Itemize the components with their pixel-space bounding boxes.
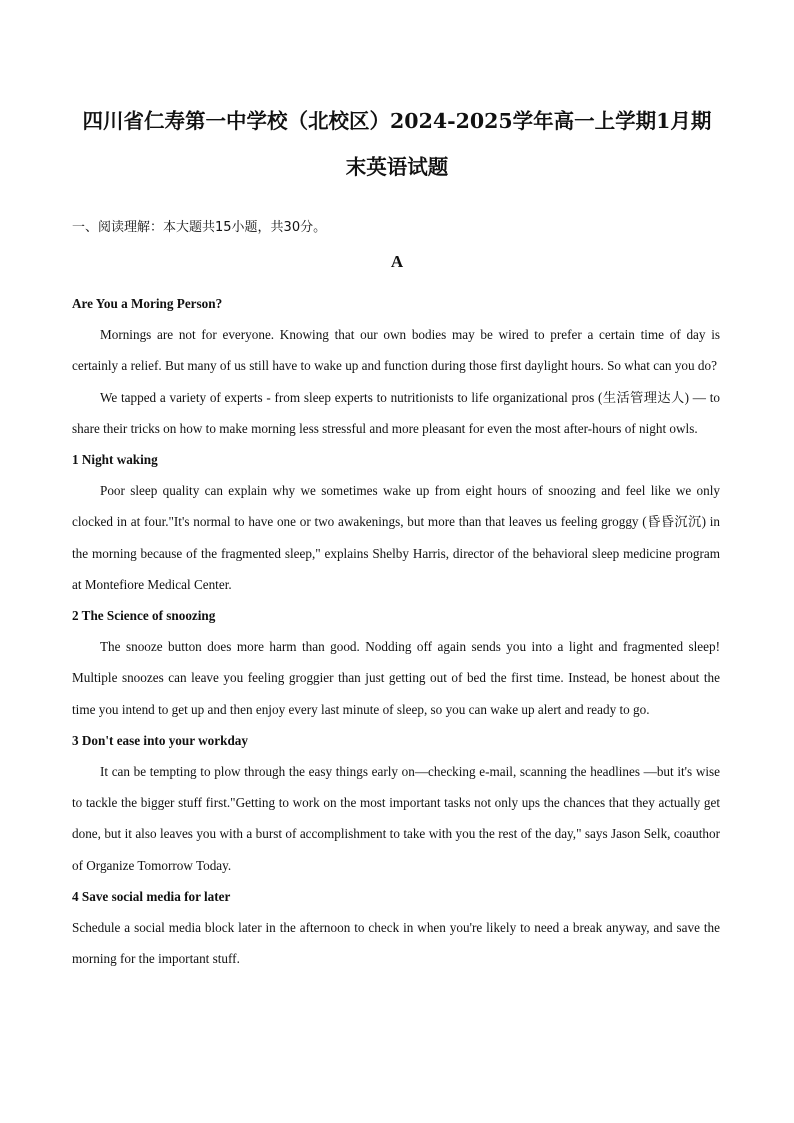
article-title: Are You a Moring Person? bbox=[72, 296, 223, 311]
document-title bbox=[70, 98, 724, 190]
section-1-heading: 1 Night waking bbox=[72, 452, 158, 468]
section-heading: 一、阅读理解：本大题共15小题，共30分。 bbox=[72, 220, 327, 235]
intro-paragraph-2: We tapped a variety of experts - from sleep experts to nutritionists to life organizational pros (生活管理达人) — to share their tricks on how to make morning less stressful and more pleasant for even the most after-hours of night owls. bbox=[72, 389, 720, 436]
section-3-heading: 3 Don't ease into your workday bbox=[72, 732, 248, 748]
section-4-heading: 4 Save social media for later bbox=[72, 888, 231, 904]
section-1-text: Poor sleep quality can explain why we sometimes wake up from eight hours of snoozing and feel like we only clocked in at four."It's normal to have one or two awakenings, but more than that leaves us feeling groggy (昏昏沉沉) in the morning because of the fragmented sleep," explains Shelby Harris, director of the behavioral sleep medicine program at Montefiore Medical Center. bbox=[72, 483, 720, 592]
section-4-text: Schedule a social media block later in the afternoon to check in when you're likely to need a break anyway, and save the morning for the important stuff. bbox=[72, 920, 720, 967]
title-line-2: 末英语试题 bbox=[345, 155, 449, 179]
article-body bbox=[72, 288, 720, 974]
section-2-text: The snooze button does more harm than good. Nodding off again sends you into a light and fragmented sleep! Multiple snoozes can leave you feeling groggier than just getting out of bed the first time. Instead, be honest about the time you intend to get up and then enjoy every last minute of sleep, so you can wake up alert and ready to go. bbox=[72, 639, 720, 717]
passage-letter: A bbox=[390, 252, 404, 271]
title-line-1: 四川省仁寿第一中学校（北校区）2024-2025学年高一上学期1月期 bbox=[82, 109, 712, 133]
section-3-text: It can be tempting to plow through the easy things early on—checking e-mail, scanning the headlines —but it's wise to tackle the bigger stuff first."Getting to work on the most important tasks not only ups the chances that they actually get done, but it also leaves you with a burst of accomplishment to take with you the rest of the day," says Jason Selk, coauthor of Organize Tomorrow Today. bbox=[72, 764, 720, 873]
intro-paragraph-1: Mornings are not for everyone. Knowing that our own bodies may be wired to prefer a certain time of day is certainly a relief. But many of us still have to wake up and function during those first daylight hours. So what can you do? bbox=[72, 327, 720, 374]
section-2-heading: 2 The Science of snoozing bbox=[72, 608, 216, 624]
